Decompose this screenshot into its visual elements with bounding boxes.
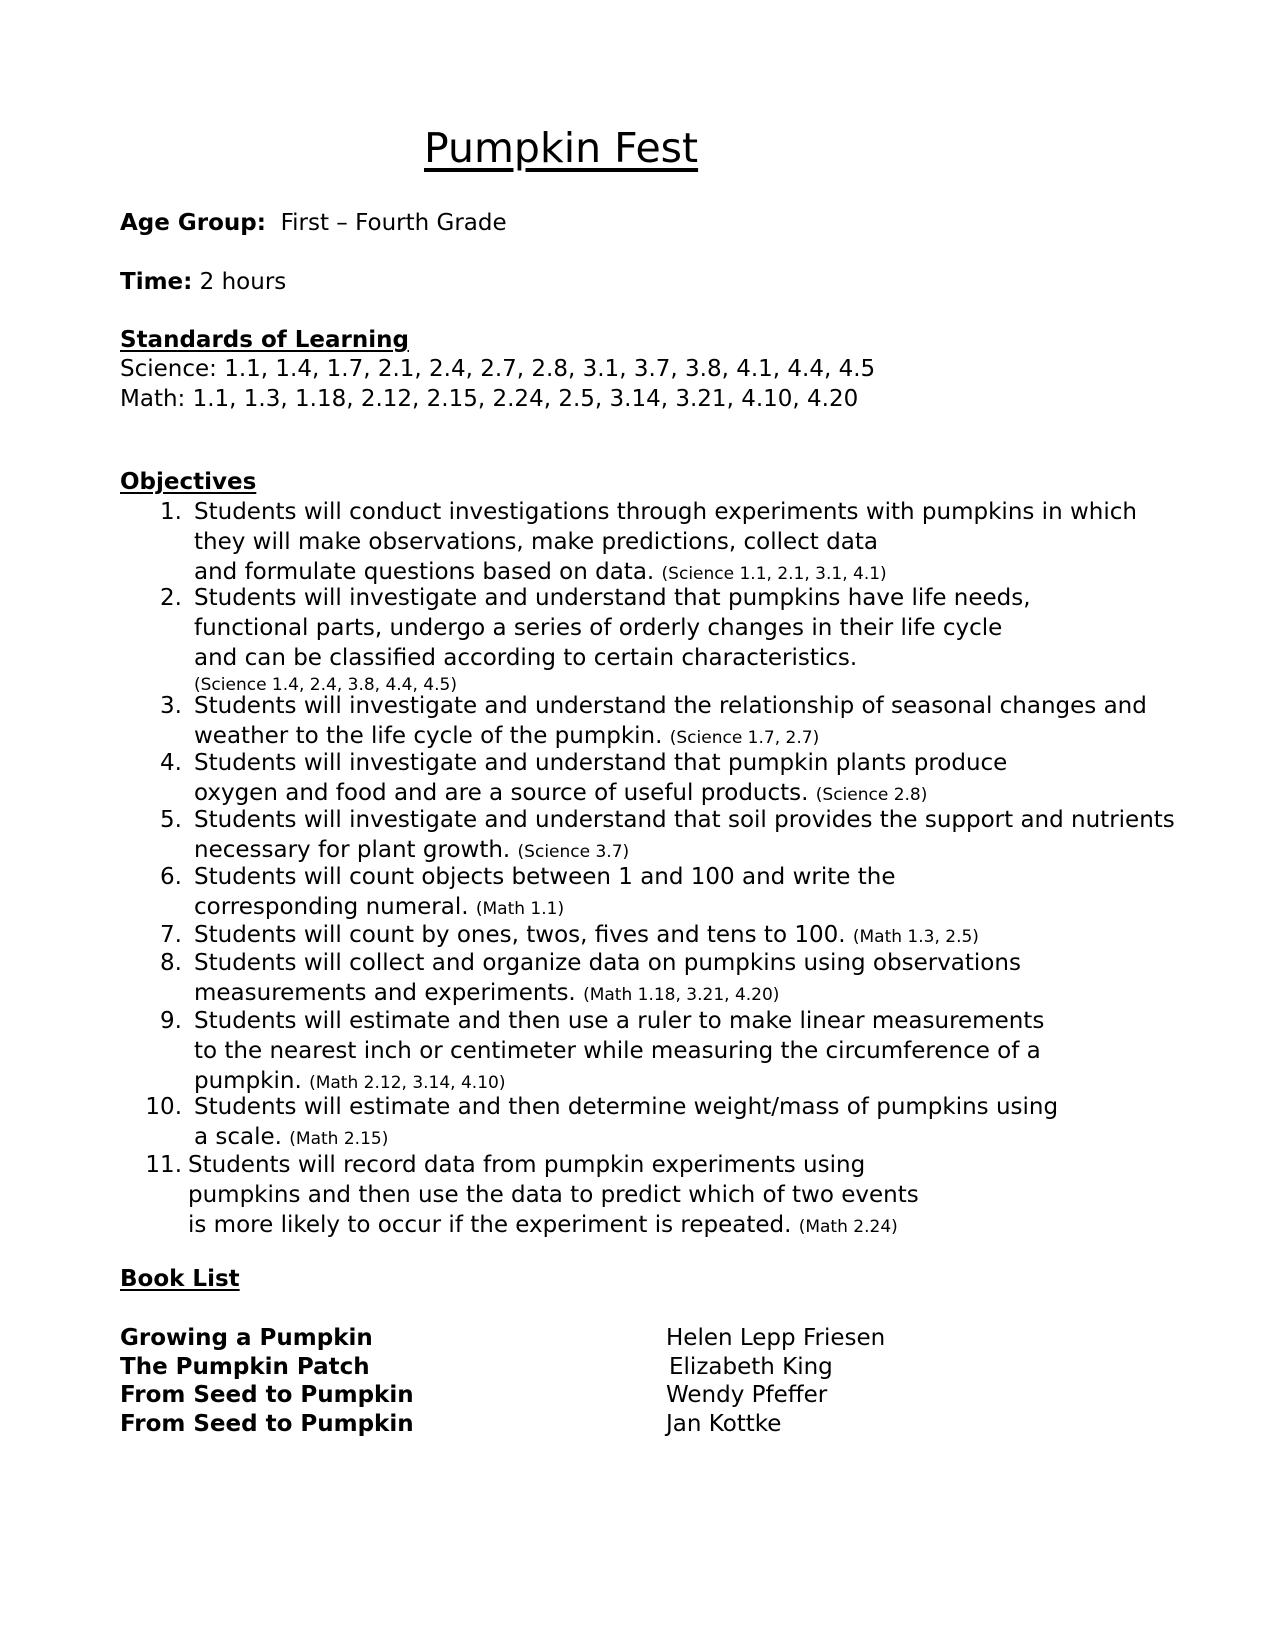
book-author: Helen Lepp Friesen bbox=[666, 1325, 886, 1351]
objective-reference: (Math 2.12, 3.14, 4.10) bbox=[309, 1073, 506, 1093]
objective-text bbox=[194, 497, 1137, 587]
objective-line: Students will investigate and understand the relationship of seasonal changes and bbox=[194, 693, 1147, 719]
page-title: Pumpkin Fest bbox=[424, 124, 699, 172]
objective-number: 5. bbox=[160, 807, 182, 833]
objective-text bbox=[194, 805, 1175, 865]
objective-line: Students will estimate and then use a ruler to make linear measurements bbox=[194, 1008, 1045, 1034]
objective-reference: (Science 3.7) bbox=[517, 842, 630, 862]
objective-line: Students will count by ones, twos, fives and tens to 100. bbox=[194, 922, 846, 948]
objective-number: 2. bbox=[160, 585, 182, 611]
objective-line: pumpkin. bbox=[194, 1068, 302, 1094]
book-title: The Pumpkin Patch bbox=[120, 1354, 370, 1380]
objective-line: to the nearest inch or centimeter while measuring the circumference of a bbox=[194, 1038, 1041, 1064]
objective-line: Students will investigate and understand that pumpkins have life needs, bbox=[194, 585, 1031, 611]
standards-heading: Standards of Learning bbox=[120, 327, 409, 353]
objective-number: 8. bbox=[160, 950, 182, 976]
objective-text bbox=[194, 691, 1147, 751]
age-group-row bbox=[120, 208, 507, 238]
objective-line: pumpkins and then use the data to predict which of two events bbox=[188, 1182, 919, 1208]
book-author: Elizabeth King bbox=[669, 1354, 833, 1380]
objective-text bbox=[194, 1006, 1044, 1096]
objective-line: weather to the life cycle of the pumpkin. bbox=[194, 723, 663, 749]
objective-reference: (Math 1.18, 3.21, 4.20) bbox=[583, 985, 780, 1005]
objective-line: Students will estimate and then determine weight/mass of pumpkins using bbox=[194, 1094, 1059, 1120]
objective-line: functional parts, undergo a series of orderly changes in their life cycle bbox=[194, 615, 1003, 641]
time-value: 2 hours bbox=[199, 269, 287, 295]
objective-reference: (Science 1.1, 2.1, 3.1, 4.1) bbox=[661, 564, 887, 584]
objective-reference: (Math 2.15) bbox=[289, 1129, 389, 1149]
objective-line: Students will collect and organize data on pumpkins using observations bbox=[194, 950, 1021, 976]
objective-reference: (Science 1.7, 2.7) bbox=[669, 728, 820, 748]
objective-reference: (Science 1.4, 2.4, 3.8, 4.4, 4.5) bbox=[194, 675, 457, 695]
objective-text bbox=[194, 1092, 1058, 1152]
objective-number: 1. bbox=[160, 499, 182, 525]
age-group-label: Age Group: bbox=[120, 210, 266, 236]
objective-line: corresponding numeral. bbox=[194, 894, 469, 920]
objective-number: 10. bbox=[145, 1094, 182, 1120]
book-author: Jan Kottke bbox=[666, 1411, 782, 1437]
objective-line: Students will investigate and understand that soil provides the support and nutrients bbox=[194, 807, 1175, 833]
objective-number: 11. bbox=[145, 1152, 182, 1178]
standards-science: Science: 1.1, 1.4, 1.7, 2.1, 2.4, 2.7, 2.8, 3.1, 3.7, 3.8, 4.1, 4.4, 4.5 bbox=[120, 356, 876, 382]
objective-reference: (Math 2.24) bbox=[798, 1217, 898, 1237]
objective-line: they will make observations, make predictions, collect data bbox=[194, 529, 878, 555]
objective-line: a scale. bbox=[194, 1124, 282, 1150]
objective-text bbox=[194, 948, 1021, 1008]
objective-number: 3. bbox=[160, 693, 182, 719]
objective-line: Students will investigate and understand that pumpkin plants produce bbox=[194, 750, 1008, 776]
time-label: Time: bbox=[120, 269, 193, 295]
objective-line: is more likely to occur if the experiment is repeated. bbox=[188, 1212, 792, 1238]
objective-line: Students will conduct investigations through experiments with pumpkins in which bbox=[194, 499, 1137, 525]
objective-number: 4. bbox=[160, 750, 182, 776]
standards-math: Math: 1.1, 1.3, 1.18, 2.12, 2.15, 2.24, 2.5, 3.14, 3.21, 4.10, 4.20 bbox=[120, 386, 859, 412]
book-title: From Seed to Pumpkin bbox=[120, 1411, 414, 1437]
objective-number: 6. bbox=[160, 864, 182, 890]
objective-text bbox=[194, 920, 979, 950]
objective-text bbox=[194, 862, 895, 922]
objective-number: 9. bbox=[160, 1008, 182, 1034]
objective-line: Students will record data from pumpkin experiments using bbox=[188, 1152, 866, 1178]
objective-line: and formulate questions based on data. bbox=[194, 559, 655, 585]
objective-text bbox=[194, 583, 1031, 697]
objective-reference: (Math 1.1) bbox=[475, 899, 565, 919]
objective-reference: (Math 1.3, 2.5) bbox=[852, 927, 979, 947]
book-list-heading: Book List bbox=[120, 1266, 240, 1292]
age-group-value: First – Fourth Grade bbox=[280, 210, 507, 236]
book-title: From Seed to Pumpkin bbox=[120, 1382, 414, 1408]
objective-line: measurements and experiments. bbox=[194, 980, 576, 1006]
book-author: Wendy Pfeffer bbox=[666, 1382, 828, 1408]
objective-text bbox=[188, 1150, 919, 1240]
objective-reference: (Science 2.8) bbox=[815, 785, 928, 805]
objectives-heading: Objectives bbox=[120, 469, 257, 495]
time-row bbox=[120, 267, 286, 297]
objective-line: Students will count objects between 1 and 100 and write the bbox=[194, 864, 896, 890]
book-title: Growing a Pumpkin bbox=[120, 1325, 373, 1351]
objective-line: and can be classified according to certain characteristics. bbox=[194, 645, 858, 671]
objective-text bbox=[194, 748, 1007, 808]
objective-line: oxygen and food and are a source of useful products. bbox=[194, 780, 809, 806]
objective-number: 7. bbox=[160, 922, 182, 948]
objective-line: necessary for plant growth. bbox=[194, 837, 511, 863]
